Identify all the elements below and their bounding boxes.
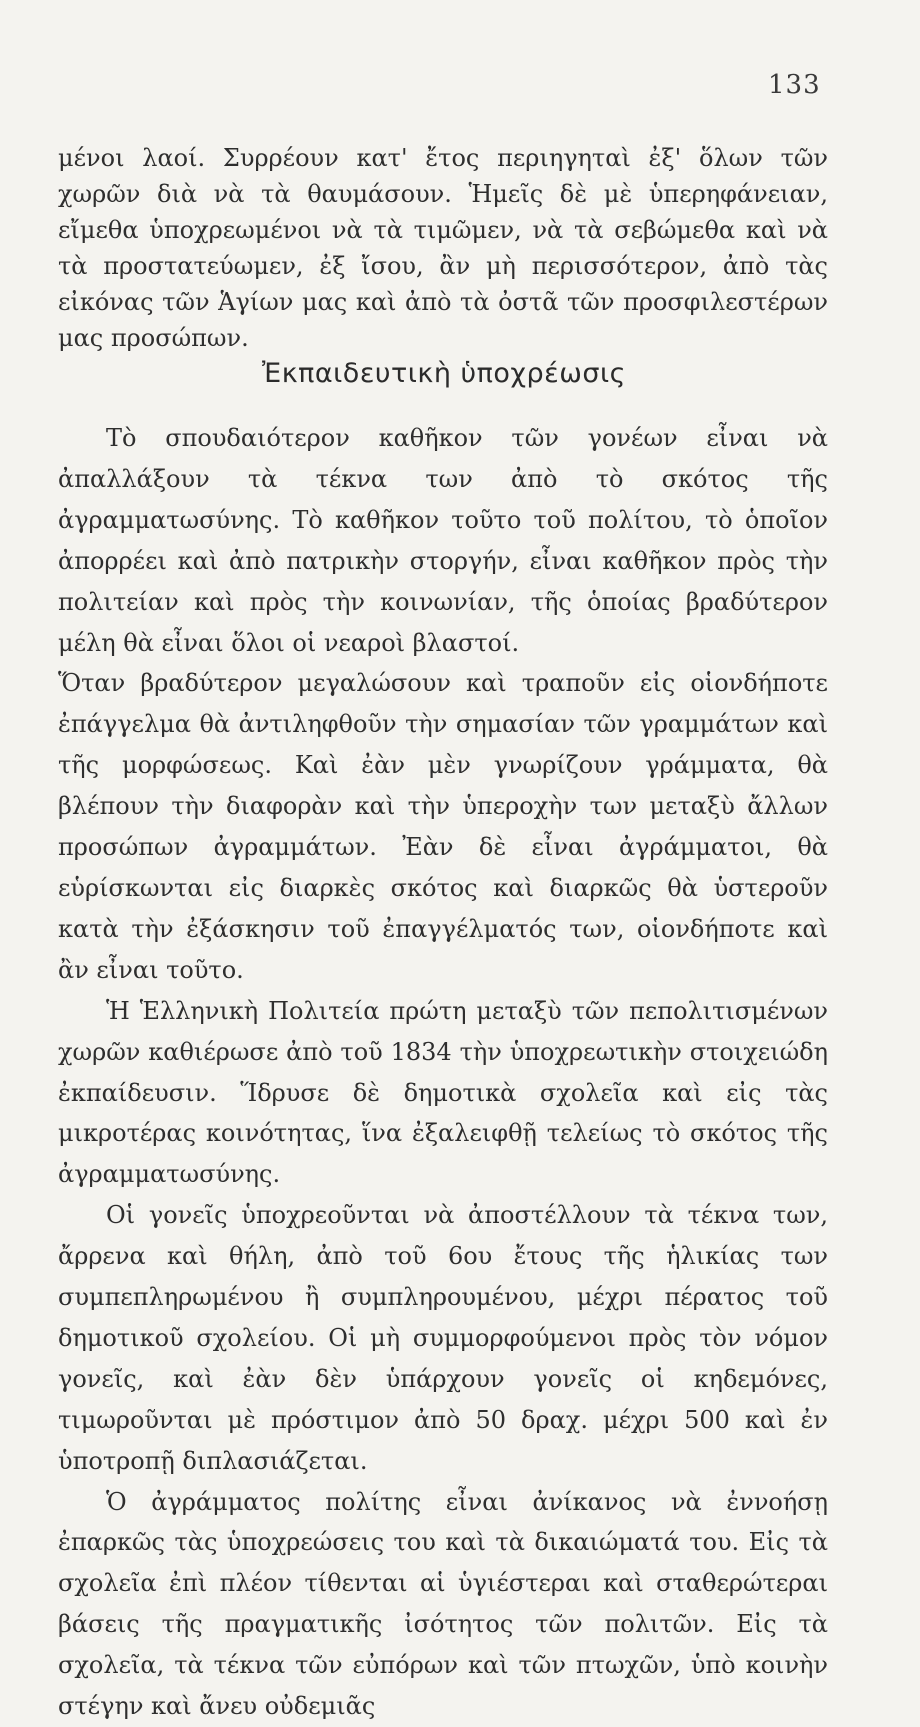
intro-paragraph: μένοι λαοί. Συρρέουν κατ' ἔτος περιηγηταὶ ἐξ' ὅλων τῶν χωρῶν διὰ νὰ τὰ θαυμάσουν. Ἡμεῖς δὲ μὲ ὑπερηφάνειαν, εἴμεθα ὑποχρεωμένοι νὰ τὰ τιμῶμεν, νὰ τὰ σεβώμεθα καὶ νὰ τὰ προστατεύωμεν, ἐξ ἴσου, ἂν μὴ περισσότερον, ἀπὸ τὰς εἰκόνας τῶν Ἁγίων μας καὶ ἀπὸ τὰ ὀστᾶ τῶν προσφιλεστέρων μας προσώπων. (58, 144, 828, 352)
paragraph-1: Τὸ σπουδαιότερον καθῆκον τῶν γονέων εἶναι νὰ ἀπαλλάξουν τὰ τέκνα των ἀπὸ τὸ σκότος τῆς ἀγραμματωσύνης. Τὸ καθῆκον τοῦτο τοῦ πολίτου, τὸ ὁποῖον ἀπορρέει καὶ ἀπὸ πατρικὴν στοργήν, εἶναι καθῆκον πρὸς τὴν πολιτείαν καὶ πρὸς τὴν κοινωνίαν, τῆς ὁποίας βραδύτερον μέλη θὰ εἶναι ὅλοι οἱ νεαροὶ βλαστοί. (58, 424, 828, 657)
paragraph-4: Οἱ γονεῖς ὑποχρεοῦνται νὰ ἀποστέλλουν τὰ τέκνα των, ἄρρενα καὶ θήλη, ἀπὸ τοῦ 6ου ἔτους τῆς ἡλικίας των συμπεπληρωμένου ἢ συμπληρουμένου, μέχρι πέρατος τοῦ δημοτικοῦ σχολείου. Οἱ μὴ συμμορφούμενοι πρὸς τὸν νόμον γονεῖς, καὶ ἐὰν δὲν ὑπάρχουν γονεῖς οἱ κηδεμόνες, τιμωροῦνται μὲ πρόστιμον ἀπὸ 50 δραχ. μέχρι 500 καὶ ἐν ὑποτροπῇ διπλασιάζεται. (58, 1201, 828, 1475)
paragraph-2: Ὅταν βραδύτερον μεγαλώσουν καὶ τραποῦν εἰς οἱονδήποτε ἐπάγγελμα θὰ ἀντιληφθοῦν τὴν σημασίαν τῶν γραμμάτων καὶ τῆς μορφώσεως. Καὶ ἐὰν μὲν γνωρίζουν γράμματα, θὰ βλέπουν τὴν διαφορὰν καὶ τὴν ὑπεροχὴν των μεταξὺ ἄλλων προσώπων ἀγραμμάτων. Ἐὰν δὲ εἶναι ἀγράμματοι, θὰ εὑρίσκωνται εἰς διαρκὲς σκότος καὶ διαρκῶς θὰ ὑστεροῦν κατὰ τὴν ἐξάσκησιν τοῦ ἐπαγγέλματός των, οἱονδήποτε καὶ ἂν εἶναι τοῦτο. (58, 669, 828, 984)
section-heading: Ἐκπαιδευτικὴ ὑποχρέωσις (262, 358, 626, 389)
paragraph-5: Ὁ ἀγράμματος πολίτης εἶναι ἀνίκανος νὰ ἐννοήσῃ ἐπαρκῶς τὰς ὑποχρεώσεις του καὶ τὰ δικαιώματά του. Εἰς τὰ σχολεῖα ἐπὶ πλέον τίθενται αἱ ὑγιέστεραι καὶ σταθερώτεραι βάσεις τῆς πραγματικῆς ἰσότητος τῶν πολιτῶν. Εἰς τὰ σχολεῖα, τὰ τέκνα τῶν εὐπόρων καὶ τῶν πτωχῶν, ὑπὸ κοινὴν στέγην καὶ ἄνευ οὐδεμιᾶς (58, 1487, 828, 1721)
intro-paragraph-block (58, 140, 828, 356)
page-number: 133 (768, 70, 821, 100)
section-body (58, 418, 828, 1727)
paragraph-3: Ἡ Ἑλληνικὴ Πολιτεία πρώτη μεταξὺ τῶν πεπολιτισμένων χωρῶν καθιέρωσε ἀπὸ τοῦ 1834 τὴν ὑποχρεωτικὴν στοιχειώδη ἐκπαίδευσιν. Ἵδρυσε δὲ δημοτικὰ σχολεῖα καὶ εἰς τὰς μικροτέρας κοινότητας, ἵνα ἐξαλειφθῇ τελείως τὸ σκότος τῆς ἀγραμματωσύνης. (58, 996, 828, 1189)
